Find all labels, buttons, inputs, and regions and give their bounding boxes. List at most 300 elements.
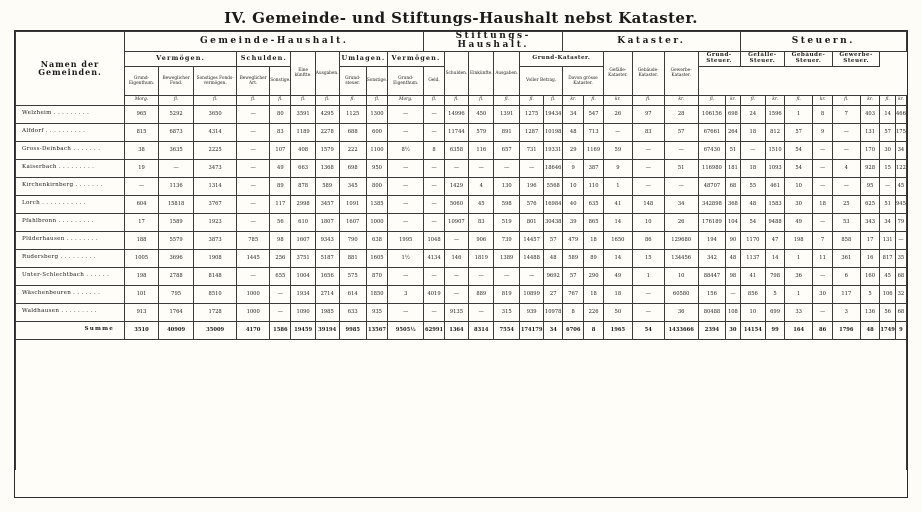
row-cell: — xyxy=(424,159,444,177)
row-municipality-name: Wäschenbeuren . . . . . . . xyxy=(16,285,125,303)
row-cell: 38 xyxy=(125,141,159,159)
row-cell: 106156 xyxy=(698,105,726,123)
row-cell: 1170 xyxy=(740,231,765,249)
row-cell: 116980 xyxy=(698,159,726,177)
row-cell: 1391 xyxy=(494,105,520,123)
row-cell: 34 xyxy=(880,213,895,231)
unit-fl-9: fl. xyxy=(424,95,444,105)
row-cell: 51 xyxy=(880,195,895,213)
row-cell: 131 xyxy=(860,123,880,141)
total-cell: 19459 xyxy=(291,321,315,339)
header-sub-grund-kataster: Grund-Kataster. xyxy=(520,51,604,66)
row-cell: — xyxy=(237,141,270,159)
row-cell: 798 xyxy=(766,267,785,285)
row-cell: 3457 xyxy=(315,195,339,213)
row-cell: 1389 xyxy=(494,249,520,267)
row-cell: 1728 xyxy=(194,303,237,321)
row-cell: 1 xyxy=(785,249,813,267)
row-cell: 1605 xyxy=(366,249,387,267)
table-row xyxy=(16,177,907,195)
row-cell: 156 xyxy=(698,285,726,303)
row-cell: 54 xyxy=(740,213,765,231)
row-municipality-name: Rudersberg . . . . . . . . . xyxy=(16,249,125,267)
row-cell: 1½ xyxy=(388,249,424,267)
row-cell: 54 xyxy=(785,141,813,159)
row-cell: — xyxy=(388,159,424,177)
row-cell: 889 xyxy=(469,285,494,303)
row-cell: 14 xyxy=(603,213,632,231)
row-cell: 24 xyxy=(740,105,765,123)
row-cell: — xyxy=(388,213,424,231)
row-cell: 194 xyxy=(698,231,726,249)
row-cell: — xyxy=(125,177,159,195)
row-cell: — xyxy=(424,105,444,123)
row-cell: 4 xyxy=(832,159,860,177)
total-cell: 86 xyxy=(813,321,833,339)
total-cell: 1586 xyxy=(270,321,291,339)
row-cell: 17 xyxy=(125,213,159,231)
row-cell: 5060 xyxy=(444,195,468,213)
row-cell: 698 xyxy=(339,159,366,177)
row-cell: 913 xyxy=(125,303,159,321)
row-cell: 198 xyxy=(785,231,813,249)
row-cell: 2714 xyxy=(315,285,339,303)
total-cell: 1796 xyxy=(832,321,860,339)
header-sub-gewerbe-steuer: Gewerbe-Steuer. xyxy=(832,51,880,66)
header-sub-gebaeude-steuer: Gebäude-Steuer. xyxy=(785,51,833,66)
row-cell: — xyxy=(424,195,444,213)
row-cell: 36 xyxy=(785,267,813,285)
row-cell: 1934 xyxy=(291,285,315,303)
row-cell: 8510 xyxy=(194,285,237,303)
row-cell: 1510 xyxy=(766,141,785,159)
row-cell: 10198 xyxy=(544,123,563,141)
row-municipality-name: Unter-Schlechtbach . . . . . . xyxy=(16,267,125,285)
row-cell: 32 xyxy=(895,285,906,303)
row-cell: 17 xyxy=(860,231,880,249)
row-cell: 60580 xyxy=(664,285,698,303)
table-row xyxy=(16,141,907,159)
header-sub-ausgaben-stiftung: Ausgaben. xyxy=(494,51,520,95)
row-cell: 18646 xyxy=(544,159,563,177)
unit-fl-2: fl. xyxy=(194,95,237,105)
total-cell: 9985 xyxy=(339,321,366,339)
row-cell: 387 xyxy=(584,159,604,177)
row-cell: 1100 xyxy=(366,141,387,159)
row-cell: 90 xyxy=(726,231,740,249)
row-cell: 1 xyxy=(785,105,813,123)
row-cell: — xyxy=(388,303,424,321)
table-filler-row xyxy=(16,339,907,470)
row-cell: — xyxy=(237,177,270,195)
row-cell: 30438 xyxy=(544,213,563,231)
header-small-grund-eigenthum-g: Grund-Eigenthum. xyxy=(125,66,159,95)
total-cell: 62991 xyxy=(424,321,444,339)
row-cell: 33 xyxy=(785,303,813,321)
row-cell: — xyxy=(159,159,194,177)
row-cell: 731 xyxy=(520,141,544,159)
row-cell: 3650 xyxy=(194,105,237,123)
row-cell: 1650 xyxy=(603,231,632,249)
header-small-beweglicher-art: Beweglicher Art. xyxy=(237,66,270,95)
row-cell: 1656 xyxy=(315,267,339,285)
row-cell: 1579 xyxy=(315,141,339,159)
total-cell: 3510 xyxy=(125,321,159,339)
row-cell: 1189 xyxy=(291,123,315,141)
row-cell: 148 xyxy=(632,195,664,213)
unit-kr-4: kr. xyxy=(726,95,740,105)
header-small-geld: Geld. xyxy=(424,66,444,95)
row-cell: 343 xyxy=(860,213,880,231)
row-municipality-name: Welzheim . . . . . . . . . xyxy=(16,105,125,123)
row-cell: — xyxy=(832,123,860,141)
unit-kr-6: kr. xyxy=(813,95,833,105)
row-cell: 35 xyxy=(895,249,906,267)
row-cell: 108 xyxy=(726,303,740,321)
row-cell: 3767 xyxy=(194,195,237,213)
row-cell: 15 xyxy=(632,249,664,267)
row-cell: 6873 xyxy=(159,123,194,141)
header-row-sub xyxy=(16,51,907,66)
row-cell: — xyxy=(388,177,424,195)
row-cell: 45 xyxy=(469,195,494,213)
total-cell: 99 xyxy=(766,321,785,339)
header-sub-umlagen: Umlagen. xyxy=(339,51,388,66)
row-cell: 1090 xyxy=(291,303,315,321)
total-cell: 1364 xyxy=(444,321,468,339)
filler-cell xyxy=(16,339,907,470)
row-cell: 819 xyxy=(494,285,520,303)
row-cell: 67661 xyxy=(698,123,726,141)
row-cell: 870 xyxy=(366,267,387,285)
row-cell: 122 xyxy=(895,159,906,177)
row-cell: 8 xyxy=(424,141,444,159)
row-cell: 48 xyxy=(726,249,740,267)
row-cell: — xyxy=(469,303,494,321)
row-cell: 18 xyxy=(740,123,765,141)
row-cell: 1445 xyxy=(237,249,270,267)
row-cell: 9 xyxy=(563,159,584,177)
row-cell: 5187 xyxy=(315,249,339,267)
header-sub-ausgaben-gemeinde: Ausgaben. xyxy=(315,51,339,95)
row-cell: 10 xyxy=(563,177,584,195)
header-small-umlagen-sonstige: Sonstige. xyxy=(366,66,387,95)
row-cell: 1169 xyxy=(584,141,604,159)
row-cell: 198 xyxy=(125,267,159,285)
row-cell: 41 xyxy=(603,195,632,213)
row-cell: 134456 xyxy=(664,249,698,267)
row-cell: 2278 xyxy=(315,123,339,141)
row-municipality-name: Lorch . . . . . . . . . . . xyxy=(16,195,125,213)
total-cell: 8314 xyxy=(469,321,494,339)
row-cell: 479 xyxy=(563,231,584,249)
row-cell: 89 xyxy=(270,177,291,195)
row-cell: 576 xyxy=(520,195,544,213)
row-cell: 519 xyxy=(494,213,520,231)
row-cell: 7 xyxy=(832,105,860,123)
row-cell: 9692 xyxy=(544,267,563,285)
row-cell: 5568 xyxy=(544,177,563,195)
unit-kr-5: kr. xyxy=(766,95,785,105)
unit-fl-17: fl. xyxy=(698,95,726,105)
row-cell: 9343 xyxy=(315,231,339,249)
table-body xyxy=(16,105,907,470)
row-cell: 2788 xyxy=(159,267,194,285)
unit-fl-11: fl. xyxy=(469,95,494,105)
row-cell: 865 xyxy=(584,213,604,231)
row-cell: 614 xyxy=(339,285,366,303)
header-sub-einkuenfte-stiftung: Einkünfte. xyxy=(469,51,494,95)
row-cell: — xyxy=(270,285,291,303)
row-cell: 104 xyxy=(726,213,740,231)
header-row-groups xyxy=(16,32,907,52)
unit-kr-8: kr. xyxy=(895,95,906,105)
row-cell: 945 xyxy=(895,195,906,213)
row-cell: 18 xyxy=(740,159,765,177)
unit-fl-10: fl. xyxy=(444,95,468,105)
total-cell: 174179 xyxy=(520,321,544,339)
header-small-grund-eigenthum-s: Grund-Eigenthum. xyxy=(388,66,424,95)
row-cell: 27 xyxy=(544,285,563,303)
total-cell: 6706 xyxy=(563,321,584,339)
row-cell: 11744 xyxy=(444,123,468,141)
row-cell: 39 xyxy=(563,213,584,231)
page-title: IV. Gemeinde- und Stiftungs-Haushalt nebst Kataster. xyxy=(224,9,698,27)
row-cell: — xyxy=(424,213,444,231)
row-cell: — xyxy=(237,267,270,285)
row-cell: 856 xyxy=(740,285,765,303)
header-sub-gewerbe-kataster: Gewerbe-Kataster. xyxy=(664,51,698,95)
row-cell: 1300 xyxy=(366,105,387,123)
table-row xyxy=(16,285,907,303)
row-cell: — xyxy=(895,231,906,249)
row-cell: 170 xyxy=(860,141,880,159)
row-cell: 55 xyxy=(740,177,765,195)
row-cell: 8148 xyxy=(194,267,237,285)
row-cell: 34 xyxy=(895,141,906,159)
row-cell: 68 xyxy=(726,177,740,195)
unit-fl-14: fl. xyxy=(544,95,563,105)
row-cell: 906 xyxy=(469,231,494,249)
row-cell: 1596 xyxy=(766,105,785,123)
row-cell: 342 xyxy=(698,249,726,267)
row-cell: 345 xyxy=(339,177,366,195)
row-cell: 79 xyxy=(895,213,906,231)
row-cell: 795 xyxy=(159,285,194,303)
row-cell: 1607 xyxy=(339,213,366,231)
row-cell: 160 xyxy=(860,267,880,285)
table-row xyxy=(16,159,907,177)
row-cell: 256 xyxy=(270,249,291,267)
row-cell: 83 xyxy=(469,213,494,231)
row-cell: 965 xyxy=(125,105,159,123)
row-cell: 8 xyxy=(813,105,833,123)
row-cell: 633 xyxy=(339,303,366,321)
row-cell: 26 xyxy=(603,105,632,123)
row-cell: 5579 xyxy=(159,231,194,249)
row-cell: 49 xyxy=(270,159,291,177)
row-cell: 928 xyxy=(860,159,880,177)
row-cell: 6 xyxy=(832,267,860,285)
unit-fl-18: fl. xyxy=(740,95,765,105)
unit-fl-4: fl. xyxy=(270,95,291,105)
total-cell: 9 xyxy=(895,321,906,339)
row-cell: 812 xyxy=(766,123,785,141)
row-cell: 67430 xyxy=(698,141,726,159)
row-cell: 3 xyxy=(832,303,860,321)
row-cell: 14488 xyxy=(520,249,544,267)
row-cell: 53 xyxy=(832,213,860,231)
row-cell: 688 xyxy=(339,123,366,141)
row-cell: 625 xyxy=(860,195,880,213)
row-cell: 95 xyxy=(860,177,880,195)
header-sub-einkuenfte-gemeinde: Eine künftte. xyxy=(291,51,315,95)
row-cell: — xyxy=(632,303,664,321)
row-cell: 1 xyxy=(603,177,632,195)
total-cell: 9505½ xyxy=(388,321,424,339)
unit-fl-16: fl. xyxy=(632,95,664,105)
row-cell: 101 xyxy=(125,285,159,303)
row-cell: 466 xyxy=(895,105,906,123)
row-cell: — xyxy=(632,285,664,303)
row-cell: 30 xyxy=(785,195,813,213)
row-cell: 4295 xyxy=(315,105,339,123)
row-cell: — xyxy=(424,177,444,195)
row-cell: 16984 xyxy=(544,195,563,213)
row-cell: 1 xyxy=(785,285,813,303)
row-cell: 181 xyxy=(726,159,740,177)
row-cell: 698 xyxy=(726,105,740,123)
row-cell: 598 xyxy=(494,195,520,213)
row-cell: 34 xyxy=(563,105,584,123)
row-cell: 196 xyxy=(520,177,544,195)
row-cell: 49 xyxy=(785,213,813,231)
row-cell: 15 xyxy=(880,159,895,177)
unit-fl-20: fl. xyxy=(832,95,860,105)
row-cell: 858 xyxy=(832,231,860,249)
row-cell: — xyxy=(520,159,544,177)
row-cell: 801 xyxy=(520,213,544,231)
row-cell: 129680 xyxy=(664,231,698,249)
row-cell: 9 xyxy=(813,123,833,141)
row-cell: 14996 xyxy=(444,105,468,123)
row-cell: 110 xyxy=(584,177,604,195)
row-cell: 1764 xyxy=(159,303,194,321)
row-cell: 1607 xyxy=(291,231,315,249)
row-cell: — xyxy=(632,177,664,195)
row-cell: 8 xyxy=(563,303,584,321)
row-cell: 1850 xyxy=(366,285,387,303)
row-cell: 713 xyxy=(584,123,604,141)
row-cell: 83 xyxy=(632,123,664,141)
row-cell: 146 xyxy=(444,249,468,267)
row-cell: 54 xyxy=(785,159,813,177)
row-cell: — xyxy=(832,141,860,159)
row-cell: — xyxy=(632,141,664,159)
header-group-kataster: Kataster. xyxy=(563,32,741,52)
row-cell: — xyxy=(444,231,468,249)
header-group-stiftung: Stiftungs-Haushalt. xyxy=(424,32,563,52)
row-cell: — xyxy=(813,267,833,285)
total-cell: 1965 xyxy=(603,321,632,339)
row-cell: — xyxy=(603,123,632,141)
row-cell: 188 xyxy=(125,231,159,249)
row-cell: 461 xyxy=(766,177,785,195)
row-cell: 10899 xyxy=(520,285,544,303)
total-cell: 35009 xyxy=(194,321,237,339)
row-cell: 3635 xyxy=(159,141,194,159)
row-cell: 97 xyxy=(632,105,664,123)
row-cell: 41 xyxy=(740,267,765,285)
row-cell: 408 xyxy=(291,141,315,159)
row-cell: 1275 xyxy=(520,105,544,123)
row-cell: 1385 xyxy=(366,195,387,213)
row-cell: 1005 xyxy=(125,249,159,267)
table-row xyxy=(16,195,907,213)
row-cell: 40 xyxy=(563,195,584,213)
header-small-beweglicher-fond: Beweglicher Fond. xyxy=(159,66,194,95)
unit-fl-21: fl. xyxy=(880,95,895,105)
row-cell: 315 xyxy=(494,303,520,321)
table-row xyxy=(16,231,907,249)
total-cell: 30 xyxy=(726,321,740,339)
row-cell: 1908 xyxy=(194,249,237,267)
row-cell: 117 xyxy=(270,195,291,213)
row-cell: 26 xyxy=(664,213,698,231)
header-sub-gefaelle-kataster: Gefälle-Kataster. xyxy=(603,51,632,95)
row-cell: 18 xyxy=(813,195,833,213)
row-cell: 1923 xyxy=(194,213,237,231)
header-small-umlagen-grundsteuer: Grund-steuer. xyxy=(339,66,366,95)
header-sub-gefaelle-steuer: Gefälle-Steuer. xyxy=(740,51,784,66)
row-cell: 4 xyxy=(469,177,494,195)
row-cell: 5 xyxy=(860,285,880,303)
unit-kr-1: kr. xyxy=(563,95,584,105)
row-cell: 4019 xyxy=(424,285,444,303)
row-cell: 57 xyxy=(785,123,813,141)
row-cell: 881 xyxy=(339,249,366,267)
row-cell: 68 xyxy=(895,303,906,321)
total-label: Summe xyxy=(16,321,125,339)
header-group-gemeinde: Gemeinde-Haushalt. xyxy=(125,32,424,52)
total-cell: 7554 xyxy=(494,321,520,339)
row-cell: 1429 xyxy=(444,177,468,195)
row-cell: 264 xyxy=(726,123,740,141)
row-cell: 11 xyxy=(813,249,833,267)
header-name-column: Namen der Gemeinden. xyxy=(16,32,125,106)
row-cell: 9488 xyxy=(766,213,785,231)
row-cell: 10 xyxy=(664,267,698,285)
row-cell: — xyxy=(237,159,270,177)
row-cell: 361 xyxy=(832,249,860,267)
row-cell: 2998 xyxy=(291,195,315,213)
row-cell: 2225 xyxy=(194,141,237,159)
row-cell: 10 xyxy=(632,213,664,231)
row-cell: — xyxy=(520,267,544,285)
row-cell: 547 xyxy=(584,105,604,123)
row-cell: 226 xyxy=(584,303,604,321)
row-cell: 86 xyxy=(632,231,664,249)
row-cell: 98 xyxy=(270,231,291,249)
row-municipality-name: Plüderhausen . . . . . . . . xyxy=(16,231,125,249)
row-cell: 18 xyxy=(584,231,604,249)
header-sub-vermoegen-gemeinde: Vermögen. xyxy=(125,51,237,66)
table-row xyxy=(16,105,907,123)
row-cell: 699 xyxy=(766,303,785,321)
row-cell: 785 xyxy=(237,231,270,249)
row-cell: 663 xyxy=(291,159,315,177)
row-cell: 657 xyxy=(494,141,520,159)
